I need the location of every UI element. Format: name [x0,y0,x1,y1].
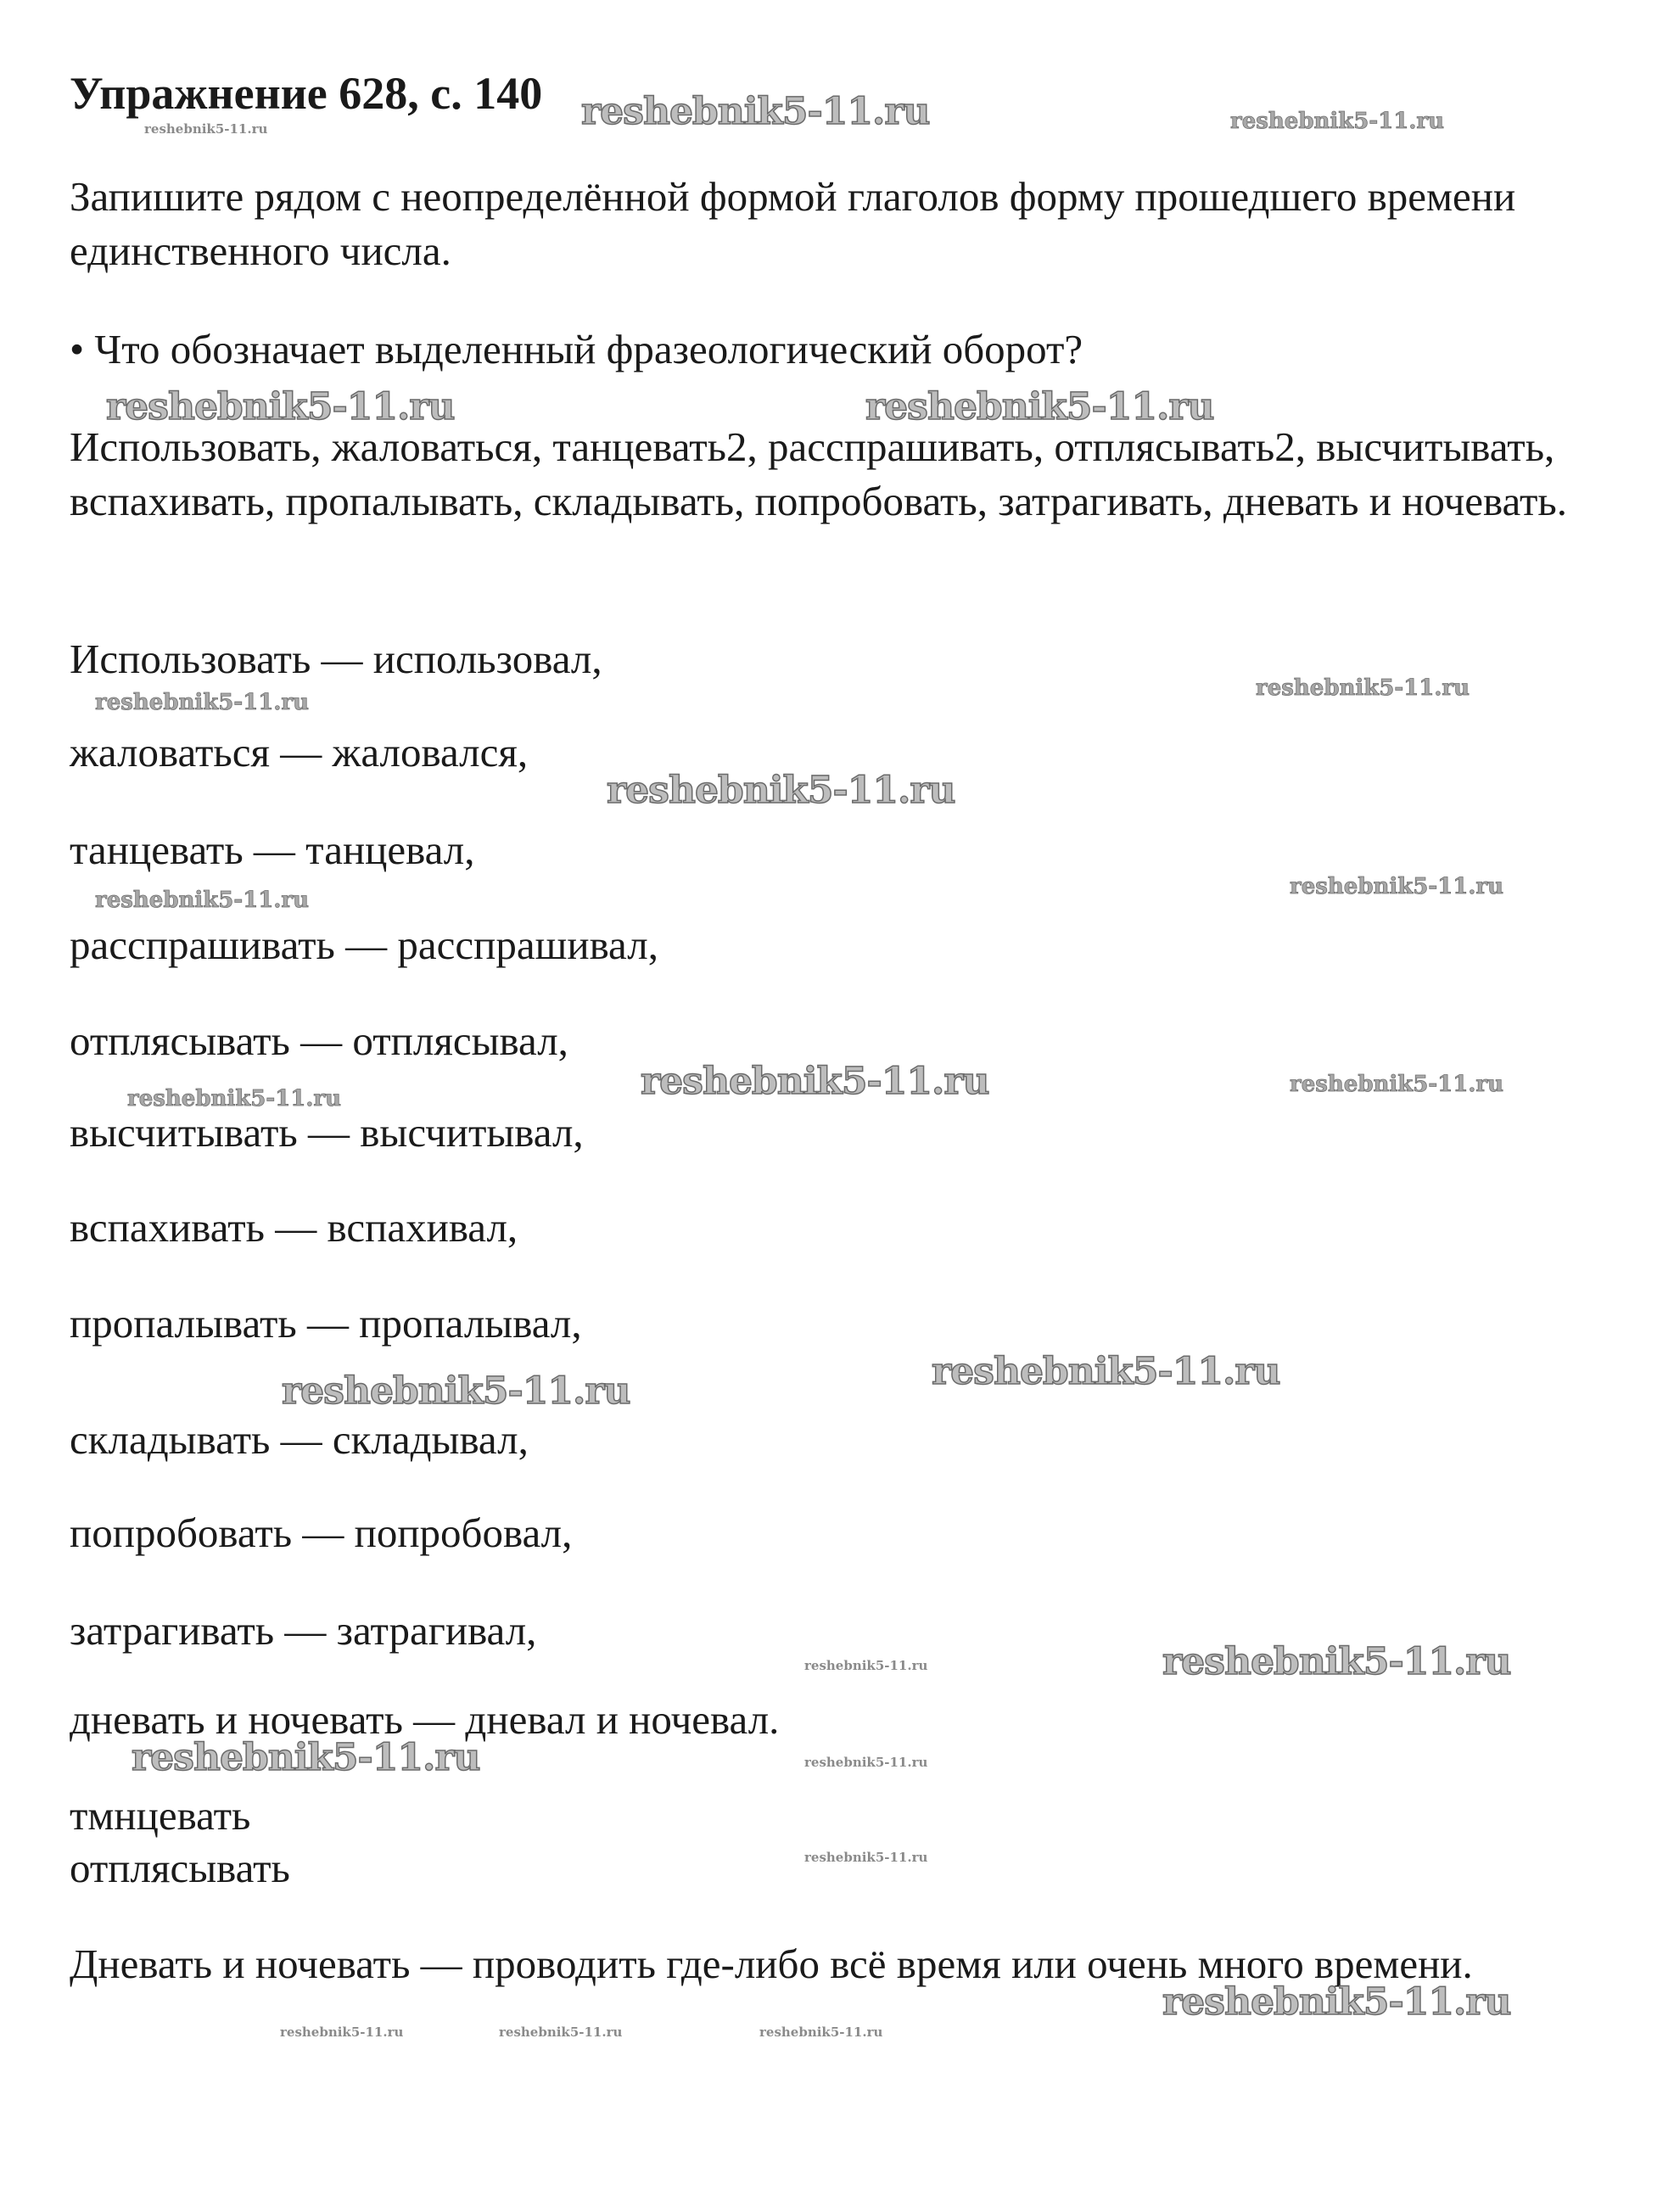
task-text: Запишите рядом с неопределённой формой глаголов форму прошедшего времени единственного числа. [70,173,1516,274]
exercise-title: Упражнение 628, с. 140 [70,68,543,119]
answer-line: складывать — складывал, [70,1416,529,1463]
watermark: reshebnik5-11.ru [581,90,930,133]
watermark: reshebnik5-11.ru [95,690,310,715]
answer-line: попробовать — попробовал, [70,1509,573,1556]
watermark: reshebnik5-11.ru [282,1369,630,1413]
watermark: reshebnik5-11.ru [106,385,455,428]
watermark: reshebnik5-11.ru [804,1850,928,1865]
question-text: • Что обозначает выделенный фразеологический оборот? [70,326,1083,372]
word-list: Использовать, жаловаться, танцевать2, расспрашивать, отплясывать2, высчитывать, вспахивать, пропалывать, складывать, попробовать, затрагивать, дневать и ночевать. [70,423,1568,524]
answer-line: затрагивать — затрагивал, [70,1607,537,1654]
answer-line: танцевать — танцевал, [70,826,475,873]
watermark: reshebnik5-11.ru [1230,109,1445,134]
watermark: reshebnik5-11.ru [280,2024,404,2040]
watermark: reshebnik5-11.ru [1162,1980,1511,2024]
answer-line: Использовать — использовал, [70,636,602,682]
watermark: reshebnik5-11.ru [1162,1640,1511,1683]
answer-line: вспахивать — вспахивал, [70,1204,518,1251]
watermark: reshebnik5-11.ru [1290,1072,1504,1097]
watermark: reshebnik5-11.ru [865,385,1214,428]
watermark: reshebnik5-11.ru [95,888,310,913]
answer-line: жаловаться — жаловался, [70,729,529,776]
answer-line: дневать и ночевать — дневал и ночевал. [70,1696,780,1743]
watermark: reshebnik5-11.ru [144,121,268,137]
watermark: reshebnik5-11.ru [607,769,955,812]
idiom-meaning: Дневать и ночевать — проводить где-либо всё время или очень много времени. [70,1940,1473,1987]
answer-line: расспрашивать — расспрашивал, [70,921,658,968]
watermark: reshebnik5-11.ru [759,2024,883,2040]
watermark: reshebnik5-11.ru [1256,675,1470,701]
answer-line: отплясывать — отплясывал, [70,1017,568,1064]
watermark: reshebnik5-11.ru [1290,874,1504,899]
watermark: reshebnik5-11.ru [499,2024,623,2040]
answer-line: пропалывать — пропалывал, [70,1300,582,1347]
watermark: reshebnik5-11.ru [804,1755,928,1770]
watermark: reshebnik5-11.ru [127,1086,342,1112]
watermark: reshebnik5-11.ru [132,1736,480,1779]
watermark: reshebnik5-11.ru [804,1658,928,1673]
watermark: reshebnik5-11.ru [932,1350,1280,1393]
answer-line: высчитывать — высчитывал, [70,1109,584,1156]
extra-word: отплясывать [70,1845,290,1891]
extra-word: тмнцевать [70,1792,251,1839]
watermark: reshebnik5-11.ru [641,1060,989,1103]
